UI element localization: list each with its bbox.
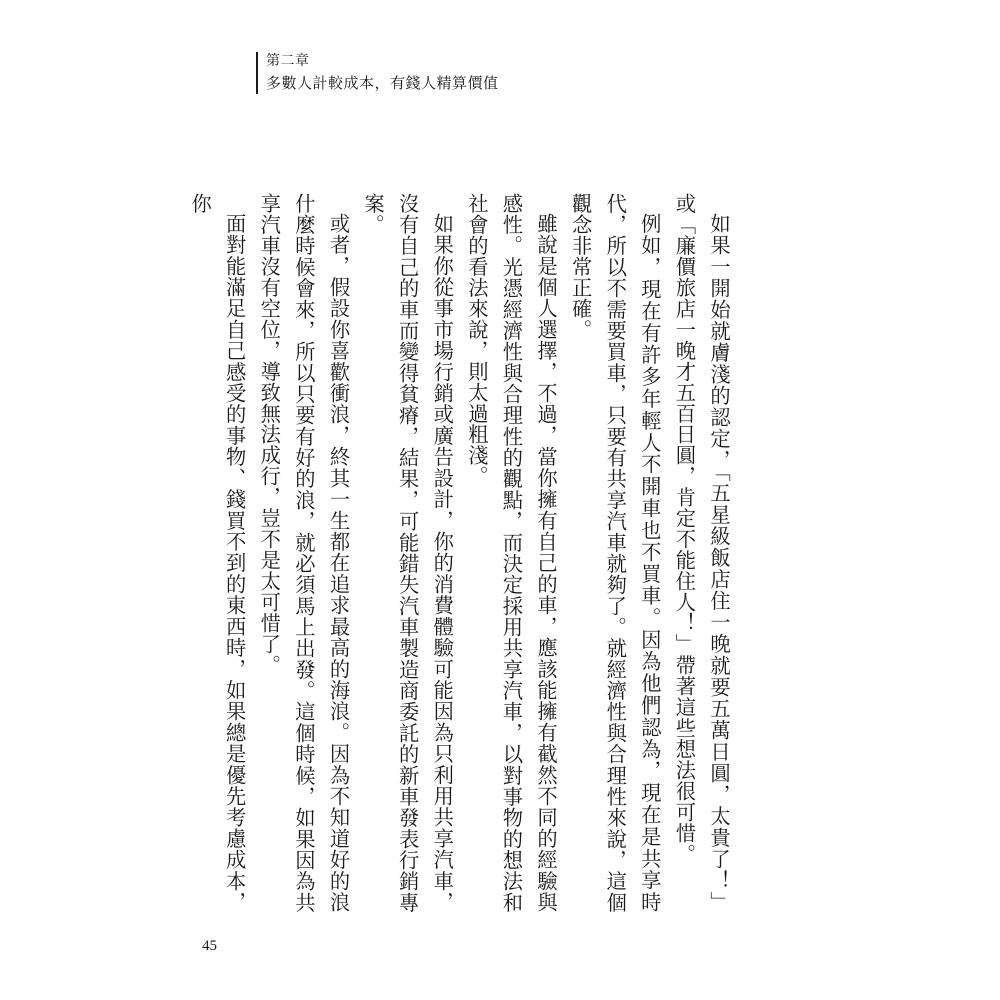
chapter-title: 多數人計較成本，有錢人精算價值	[266, 74, 499, 92]
page-number: 45	[202, 938, 217, 954]
paragraph-1: 如果一開始就膚淺的認定，「五星級飯店住一晚就要五萬日圓，太貴了！」或「廉價旅店一晚才五百日圓，肯定不能住人！」帶著這些想法很可惜。	[672, 193, 731, 913]
body-text	[183, 193, 737, 913]
paragraph-4: 如果你從事市場行銷或廣告設計，你的消費體驗可能因為只利用共享汽車，沒有自己的車而變得貧瘠，結果，可能錯失汽車製造商委託的新車發表行銷專案。	[361, 193, 455, 913]
header-divider	[256, 52, 258, 94]
chapter-label: 第二章	[266, 53, 310, 69]
paragraph-6: 面對能滿足自己感受的事物、錢買不到的東西時，如果總是優先考慮成本，你	[188, 193, 247, 913]
paragraph-5: 或者，假設你喜歡衝浪，終其一生都在追求最高的海浪。因為不知道好的浪什麼時候會來，所以只要有好的浪，就必須馬上出發。這個時候，如果因為共享汽車沒有空位，導致無法成行，豈不是太可惜了。	[257, 193, 351, 913]
paragraph-3: 雖說是個人選擇，不過，當你擁有自己的車，應該能擁有截然不同的經驗與感性。光憑經濟性與合理性的觀點，而決定採用共享汽車，以對事物的想法和社會的看法來說，則太過粗淺。	[464, 193, 559, 913]
paragraph-2: 例如，現在有許多年輕人不開車也不買車。因為他們認為，現在是共享時代，所以不需要買車，只要有共享汽車就夠了。就經濟性與合理性來說，這個觀念非常正確。	[568, 193, 662, 913]
